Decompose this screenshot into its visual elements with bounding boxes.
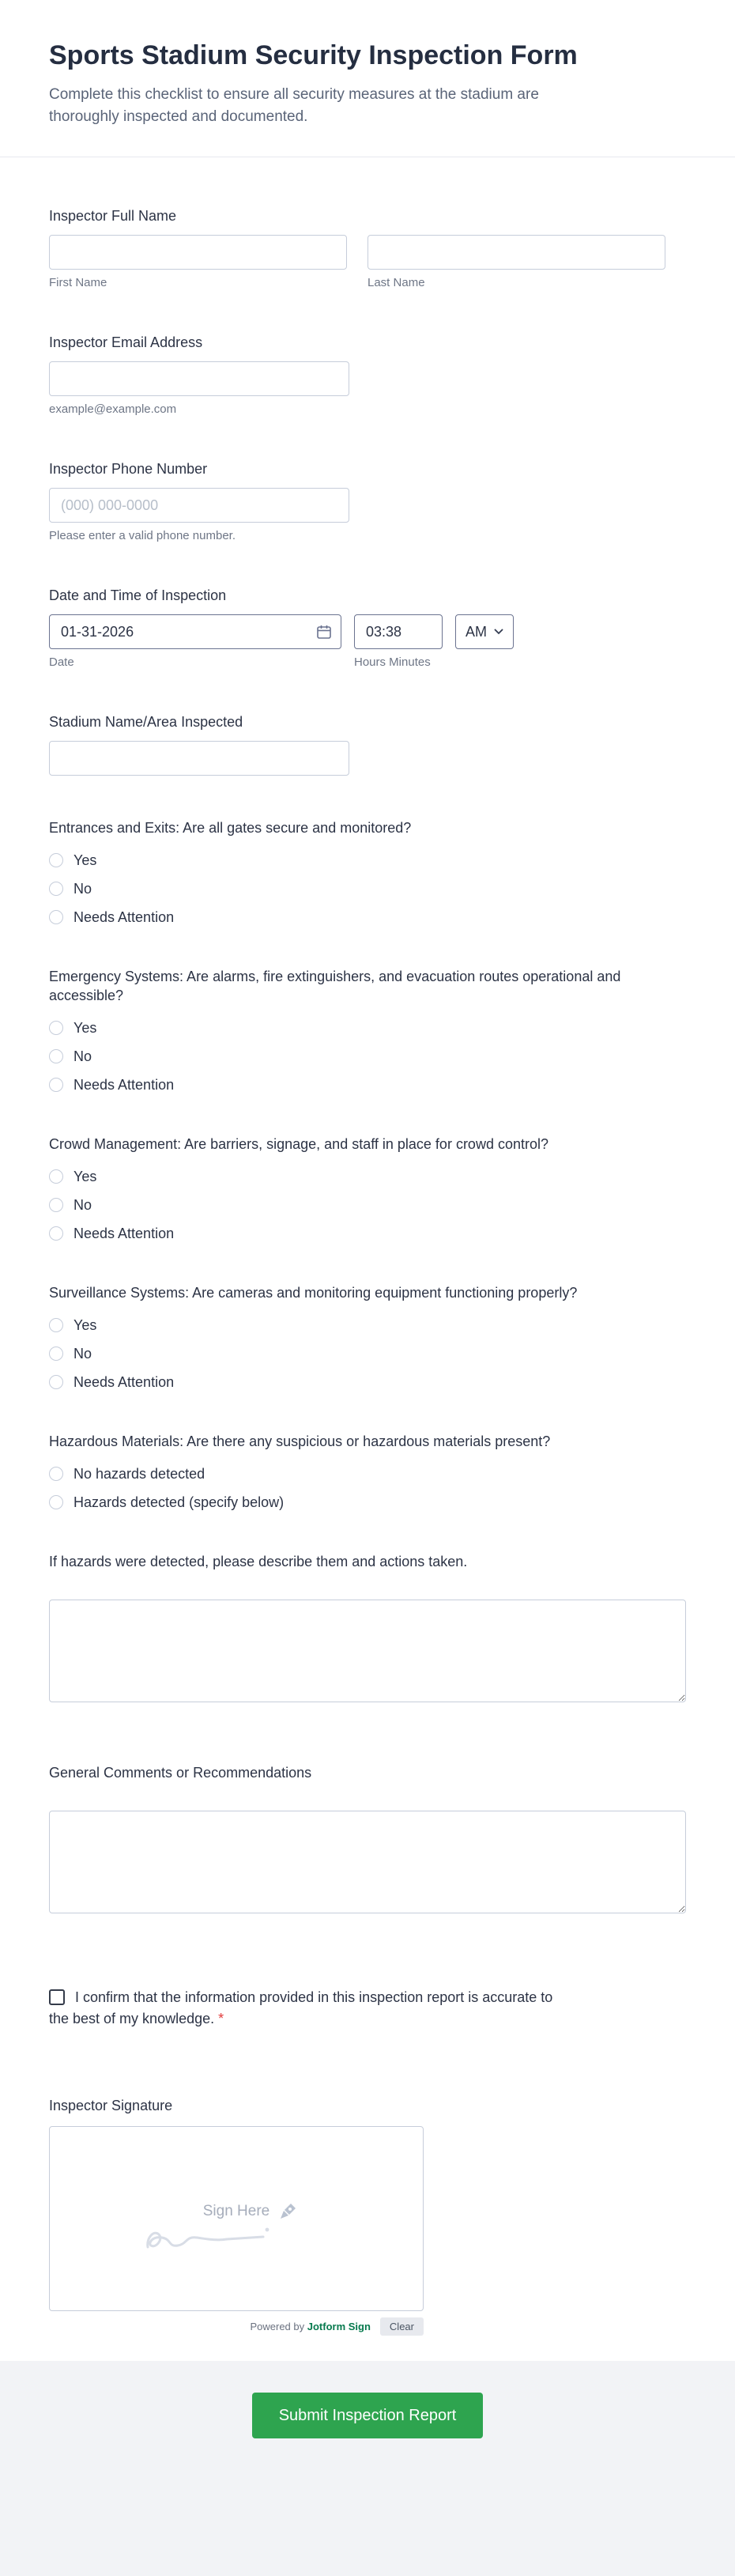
question-emergency-systems [49,967,686,1093]
jotform-sign-brand: Jotform Sign [307,2321,371,2332]
email-input[interactable] [49,361,349,396]
question-label: Hazardous Materials: Are there any suspicious or hazardous materials present? [49,1433,551,1449]
question-surveillance-systems [49,1283,686,1391]
signature-pad[interactable] [49,2126,424,2311]
radio-button-icon [49,1169,63,1184]
radio-option-label: No [74,1197,92,1213]
date-sublabel: Date [49,655,74,669]
clear-signature-button[interactable]: Clear [380,2317,424,2336]
time-input[interactable] [354,614,443,649]
radio-option[interactable] [49,1168,686,1185]
field-hazard-details [49,1552,686,1706]
date-input[interactable] [49,614,341,649]
radio-button-icon [49,910,63,924]
radio-button-icon [49,882,63,896]
field-label: Inspector Signature [49,2098,173,2113]
radio-button-icon [49,853,63,867]
meridiem-value: AM [466,623,487,640]
first-name-sublabel: First Name [49,276,107,289]
first-name-input[interactable] [49,235,347,270]
phone-input[interactable] [49,488,349,523]
confirmation-label: I confirm that the information provided in this inspection report is accurate to the best of my knowledge. [49,1989,553,2026]
powered-by-text [250,2321,370,2332]
radio-option-label: Yes [74,1317,97,1333]
radio-option-label: No [74,1048,92,1064]
radio-option-label: No [74,881,92,897]
general-comments-textarea[interactable] [49,1811,686,1913]
field-general-comments [49,1763,686,1917]
radio-option-label: Needs Attention [74,909,175,925]
question-crowd-management [49,1135,686,1242]
radio-option[interactable] [49,1048,686,1065]
radio-option[interactable] [49,908,686,926]
radio-button-icon [49,1049,63,1063]
radio-button-icon [49,1078,63,1092]
radio-option-label: Yes [74,1020,97,1036]
question-label: Emergency Systems: Are alarms, fire extinguishers, and evacuation routes operational and accessible? [49,969,621,1003]
radio-option[interactable] [49,1019,686,1037]
question-hazardous-materials [49,1432,686,1511]
radio-option-label: Yes [74,1169,97,1184]
radio-option[interactable] [49,1225,686,1242]
field-stadium-name [49,712,686,776]
chevron-down-icon [494,629,503,635]
radio-option-label: Needs Attention [74,1226,175,1241]
radio-option[interactable] [49,1316,686,1334]
calendar-icon[interactable] [316,624,332,640]
radio-option[interactable] [49,1373,686,1391]
radio-button-icon [49,1021,63,1035]
radio-option[interactable] [49,1076,686,1093]
question-label: Crowd Management: Are barriers, signage, and staff in place for crowd control? [49,1136,548,1152]
meridiem-select[interactable] [455,614,514,649]
form-title: Sports Stadium Security Inspection Form [49,40,578,70]
time-sublabel: Hours Minutes [354,655,431,669]
pen-nib-icon [279,2201,298,2220]
radio-option-label: Hazards detected (specify below) [74,1494,285,1510]
radio-option-label: Needs Attention [74,1374,175,1390]
signature-footer [49,2317,424,2336]
field-inspector-email [49,333,686,417]
field-label: Inspector Email Address [49,334,203,350]
question-label: Surveillance Systems: Are cameras and monitoring equipment functioning properly? [49,1285,578,1301]
field-label: Inspector Full Name [49,208,177,224]
radio-option-label: No [74,1346,92,1362]
radio-option[interactable] [49,852,686,869]
required-asterisk: * [218,2011,224,2026]
powered-by-label: Powered by [250,2321,305,2332]
signature-placeholder: Sign Here [202,2203,270,2219]
radio-button-icon [49,1198,63,1212]
radio-option-label: No hazards detected [74,1466,205,1482]
submit-button[interactable]: Submit Inspection Report [252,2393,484,2438]
checkbox-icon [49,1989,65,2005]
radio-option[interactable] [49,1494,686,1511]
field-label: Date and Time of Inspection [49,587,227,603]
question-label: Entrances and Exits: Are all gates secure and monitored? [49,820,412,836]
signature-squiggle-decoration [145,2223,287,2255]
radio-option[interactable] [49,1465,686,1483]
radio-button-icon [49,1318,63,1332]
radio-option[interactable] [49,880,686,897]
stadium-name-input[interactable] [49,741,349,776]
radio-button-icon [49,1226,63,1241]
confirmation-checkbox-row[interactable] [49,1987,563,2030]
hazard-details-textarea[interactable] [49,1600,686,1702]
radio-button-icon [49,1375,63,1389]
radio-button-icon [49,1467,63,1481]
form-subtitle: Complete this checklist to ensure all security measures at the stadium are thoroughly inspected and documented. [49,86,539,125]
radio-option[interactable] [49,1345,686,1362]
field-label: If hazards were detected, please describe them and actions taken. [49,1554,468,1569]
radio-option-label: Yes [74,852,97,868]
field-datetime [49,586,686,670]
last-name-sublabel: Last Name [368,276,425,289]
field-label: Inspector Phone Number [49,461,208,477]
last-name-input[interactable] [368,235,665,270]
field-inspector-full-name [49,206,686,290]
field-label: General Comments or Recommendations [49,1765,312,1781]
radio-option-label: Needs Attention [74,1077,175,1093]
radio-option[interactable] [49,1196,686,1214]
radio-button-icon [49,1495,63,1509]
email-sublabel: example@example.com [49,402,177,416]
submit-section [0,2361,735,2576]
radio-button-icon [49,1347,63,1361]
question-entrances-exits [49,818,686,926]
form-header [0,0,735,128]
field-label: Stadium Name/Area Inspected [49,714,243,730]
form-body [0,157,735,2336]
field-inspector-signature [49,2096,686,2336]
phone-sublabel: Please enter a valid phone number. [49,529,236,542]
field-inspector-phone [49,459,686,543]
